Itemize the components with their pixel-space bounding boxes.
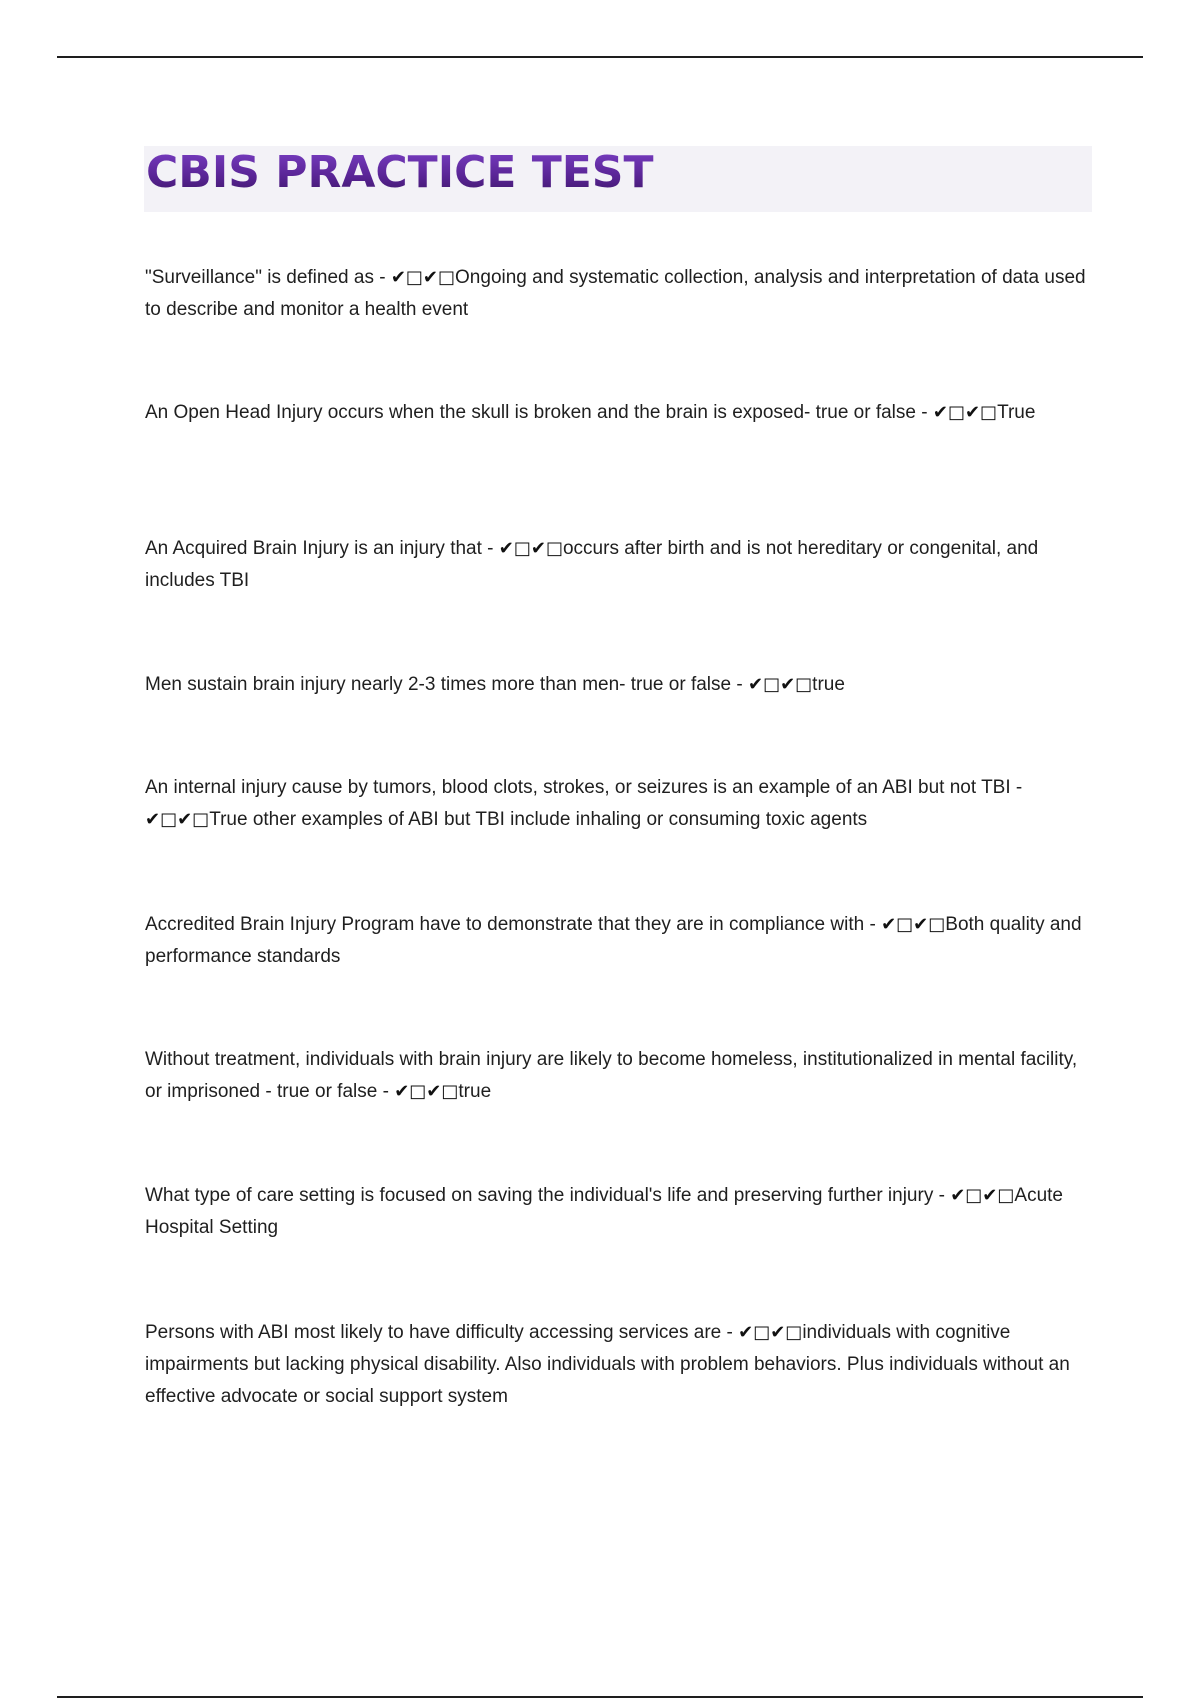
answer-text: True bbox=[997, 402, 1036, 423]
question-text: Persons with ABI most likely to have difficulty accessing services are bbox=[145, 1322, 722, 1343]
answer-check-icon: ✔□✔□ bbox=[145, 809, 210, 830]
question-text: Accredited Brain Injury Program have to demonstrate that they are in compliance with bbox=[145, 914, 865, 935]
answer-check-icon: ✔□✔□ bbox=[950, 1185, 1015, 1206]
separator: - bbox=[1010, 777, 1023, 798]
separator: - bbox=[373, 267, 391, 288]
answer-text: individuals with cognitive impairments but lacking physical disability. Also individuals with problem behaviors. Plus individuals without an effective advocate or social support system bbox=[145, 1322, 1070, 1407]
answer-check-icon: ✔□✔□ bbox=[394, 1081, 459, 1102]
answer-check-icon: ✔□✔□ bbox=[738, 1322, 803, 1343]
answer-text: true bbox=[812, 674, 845, 695]
question-text: Without treatment, individuals with brain injury are likely to become homeless, institutionalized in mental facility, or imprisoned - true or false bbox=[145, 1049, 1078, 1102]
qa-item bbox=[145, 397, 1090, 429]
question-text: Men sustain brain injury nearly 2-3 times more than men- true or false bbox=[145, 674, 732, 695]
title-banner bbox=[144, 146, 1092, 212]
page-header-rule bbox=[57, 56, 1143, 58]
separator: - bbox=[721, 1322, 739, 1343]
qa-item bbox=[145, 1044, 1090, 1108]
qa-item bbox=[145, 909, 1090, 973]
question-text: An internal injury cause by tumors, blood clots, strokes, or seizures is an example of an ABI but not TBI bbox=[145, 777, 1011, 798]
answer-check-icon: ✔□✔□ bbox=[932, 402, 998, 423]
qa-item bbox=[145, 772, 1090, 836]
separator: - bbox=[481, 538, 499, 559]
answer-text: Both quality and performance standards bbox=[145, 914, 1082, 967]
qa-item bbox=[145, 262, 1090, 326]
answer-check-icon: ✔□✔□ bbox=[747, 674, 813, 695]
qa-item bbox=[145, 669, 1090, 701]
question-text: "Surveillance" is defined as bbox=[145, 267, 374, 288]
answer-text: true bbox=[458, 1081, 492, 1102]
separator: - bbox=[915, 402, 933, 423]
separator: - bbox=[864, 914, 882, 935]
answer-check-icon: ✔□✔□ bbox=[498, 538, 563, 559]
question-text: An Open Head Injury occurs when the skull is broken and the brain is exposed- true or false bbox=[145, 402, 916, 423]
qa-item bbox=[145, 1180, 1090, 1244]
separator: - bbox=[731, 674, 748, 695]
answer-text: Ongoing and systematic collection, analysis and interpretation of data used to describe and monitor a health event bbox=[145, 267, 1086, 320]
separator: - bbox=[933, 1185, 951, 1206]
answer-text: occurs after birth and is not hereditary or congenital, and includes TBI bbox=[145, 538, 1039, 591]
page-footer-rule bbox=[57, 1696, 1143, 1698]
document-title: CBIS PRACTICE TEST bbox=[146, 147, 654, 198]
qa-item bbox=[145, 1317, 1090, 1413]
answer-check-icon: ✔□✔□ bbox=[881, 914, 946, 935]
answer-text: Acute Hospital Setting bbox=[145, 1185, 1063, 1238]
answer-check-icon: ✔□✔□ bbox=[390, 267, 456, 288]
question-text: An Acquired Brain Injury is an injury that bbox=[145, 538, 482, 559]
answer-text: True other examples of ABI but TBI include inhaling or consuming toxic agents bbox=[209, 809, 868, 830]
qa-item bbox=[145, 533, 1090, 597]
question-text: What type of care setting is focused on saving the individual's life and preserving further injury bbox=[145, 1185, 934, 1206]
separator: - bbox=[377, 1081, 395, 1102]
